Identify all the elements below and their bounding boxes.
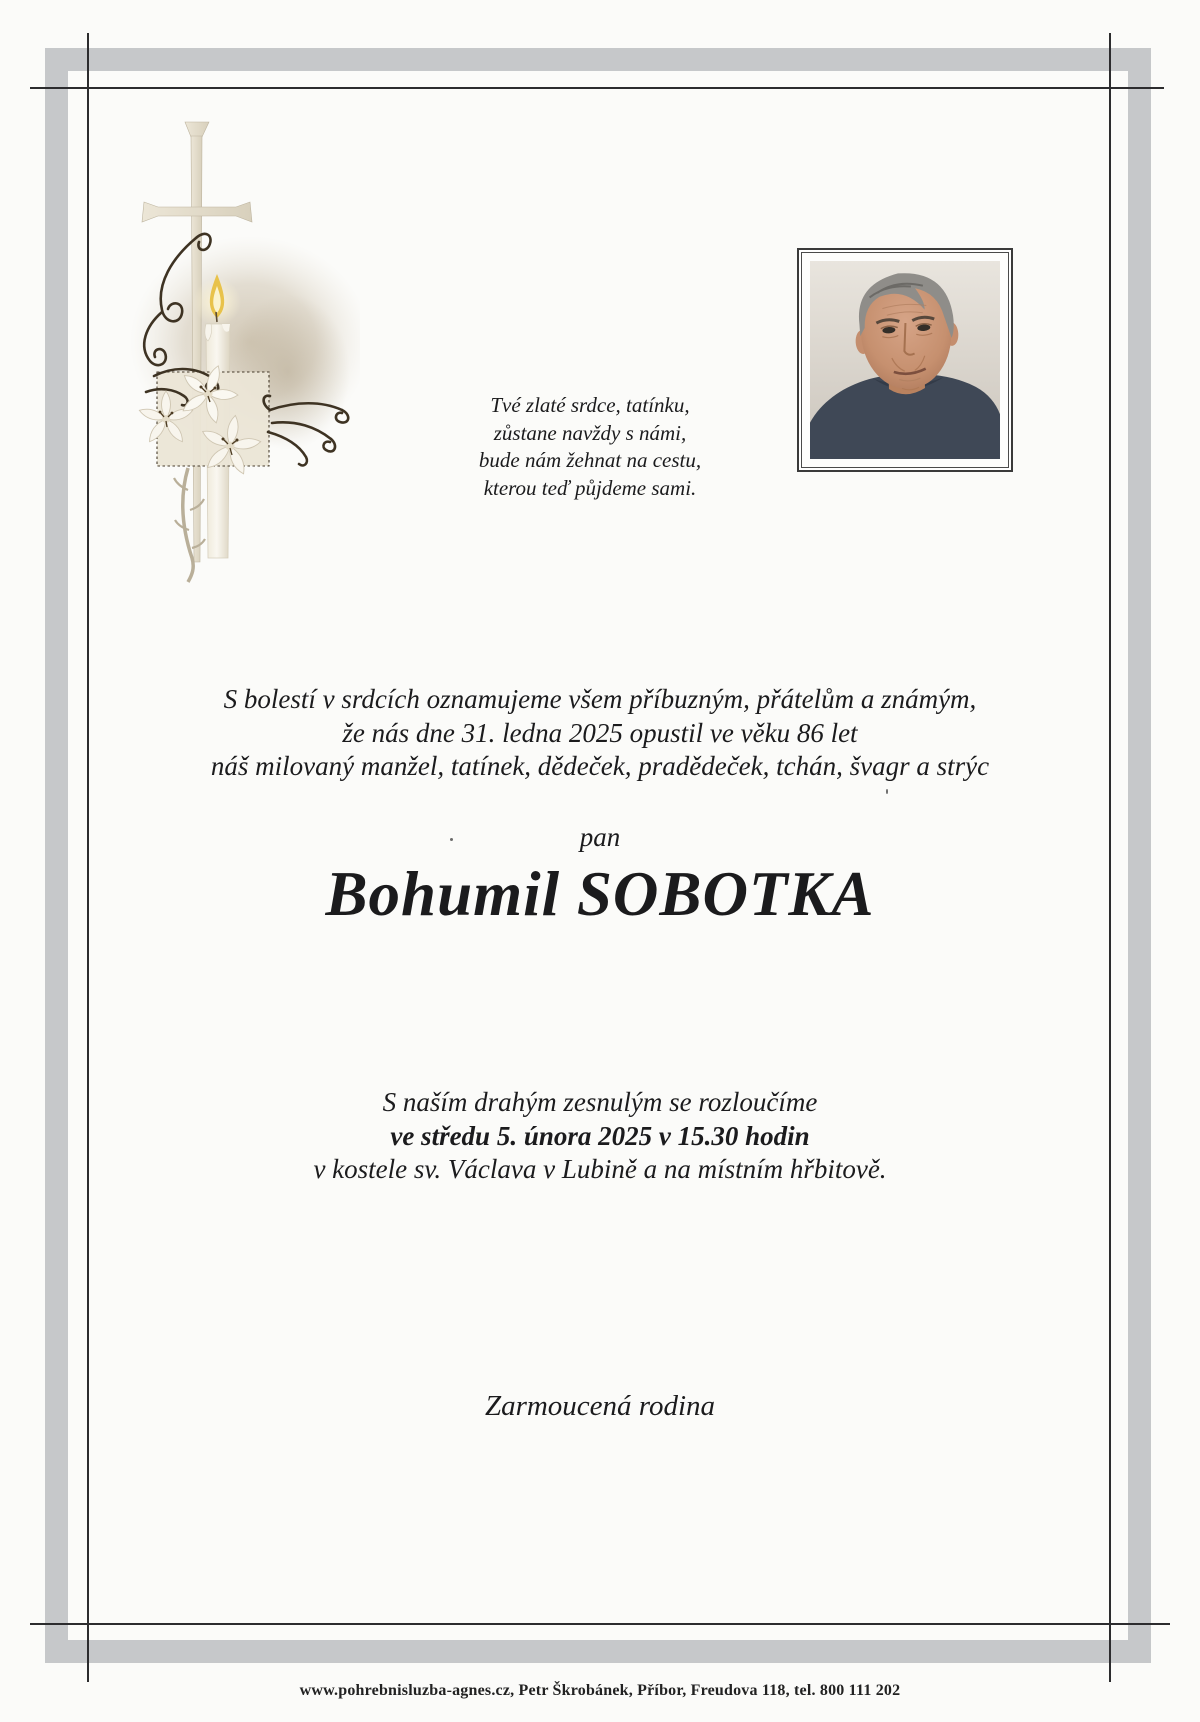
poem-line: Tvé zlaté srdce, tatínku, [490, 393, 690, 417]
scan-speck [886, 789, 888, 794]
candle-cross-decoration [100, 110, 360, 590]
announcement-line: S bolestí v srdcích oznamujeme všem příbuzným, přátelům a známým, [223, 684, 977, 714]
farewell-line: S naším drahým zesnulým se rozloučíme [382, 1087, 818, 1117]
scan-speck [450, 838, 453, 841]
frame-line-right [1109, 33, 1111, 1682]
funeral-service-footer: www.pohrebnisluzba-agnes.cz, Petr Škrobánek, Příbor, Freudova 118, tel. 800 111 202 [299, 1682, 901, 1699]
announcement-line: že nás dne 31. ledna 2025 opustil ve věku 86 let [342, 717, 858, 748]
deceased-title: pan [579, 822, 621, 852]
poem-line: zůstane navždy s námi, [493, 420, 687, 445]
poem-line: kterou teď půjdeme sami. [483, 475, 697, 500]
announcement-line: náš milovaný manžel, tatínek, dědeček, pradědeček, tchán, švagr a strýc [210, 751, 990, 781]
frame-line-bottom [30, 1623, 1170, 1625]
poem-line: bude nám žehnat na cestu, [478, 448, 702, 472]
announcement-text [94, 683, 1106, 784]
farewell-date-time: ve středu 5. února 2025 v 15.30 hodin [390, 1120, 810, 1151]
memorial-poem [340, 392, 840, 502]
deceased-name: Bohumil SOBOTKA [325, 859, 875, 929]
frame-line-left [87, 33, 89, 1682]
farewell-details [94, 1086, 1106, 1187]
frame-line-top [30, 87, 1164, 89]
mourning-family-signature: Zarmoucená rodina [484, 1390, 716, 1422]
farewell-location: v kostele sv. Václava v Lubině a na místním hřbitově. [313, 1154, 887, 1184]
